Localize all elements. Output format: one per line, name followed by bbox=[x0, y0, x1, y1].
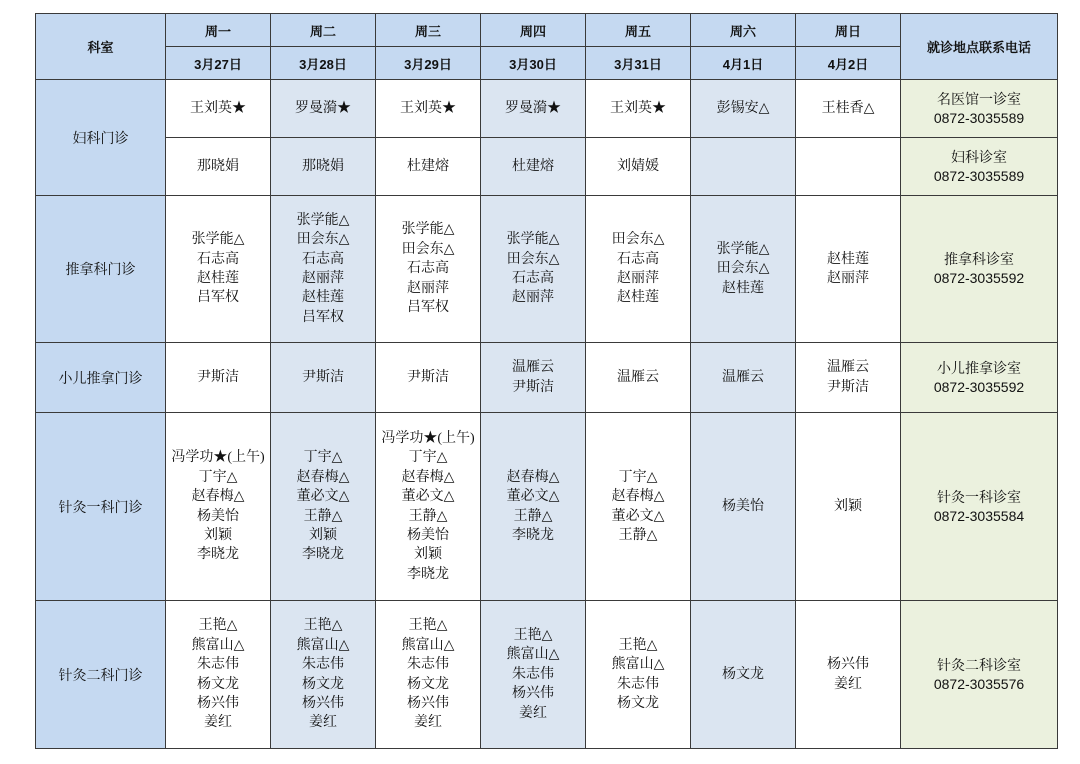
doctor-name: 赵春梅△ bbox=[191, 489, 245, 505]
schedule-cell bbox=[271, 196, 376, 343]
doctor-name: 董必文△ bbox=[611, 508, 665, 524]
schedule-row bbox=[36, 138, 1058, 196]
department-name: 妇科门诊 bbox=[36, 80, 166, 196]
schedule-cell bbox=[376, 196, 481, 343]
doctor-name: 熊富山△ bbox=[401, 637, 455, 653]
weekday-header: 周六 bbox=[691, 14, 796, 47]
doctor-name: 尹斯洁 bbox=[302, 369, 344, 385]
phone-number: 0872-3035589 bbox=[933, 167, 1025, 184]
doctor-name: 赵春梅△ bbox=[296, 469, 350, 485]
doctor-name: 董必文△ bbox=[296, 489, 350, 505]
doctor-name: 罗曼漪★ bbox=[295, 100, 351, 116]
date-header: 3月31日 bbox=[586, 47, 691, 80]
doctor-name: 赵丽萍 bbox=[617, 271, 659, 286]
schedule-cell bbox=[691, 601, 796, 749]
schedule-cell bbox=[586, 138, 691, 196]
doctor-name: 杨兴伟 bbox=[827, 657, 869, 673]
doctor-name: 姜红 bbox=[309, 715, 337, 731]
doctor-name: 那晓娟 bbox=[302, 158, 344, 174]
schedule-cell bbox=[376, 80, 481, 138]
doctor-name: 尹斯洁 bbox=[512, 379, 554, 395]
doctor-name: 杨文龙 bbox=[197, 676, 239, 692]
doctor-name: 刘颖 bbox=[204, 527, 232, 543]
schedule-cell bbox=[271, 413, 376, 601]
location-cell bbox=[901, 196, 1058, 343]
doctor-name: 赵桂莲 bbox=[302, 290, 344, 306]
doctor-name: 吕军权 bbox=[302, 309, 344, 325]
doctor-name: 石志高 bbox=[512, 271, 554, 286]
weekday-header: 周日 bbox=[796, 14, 901, 47]
doctor-name: 李晓龙 bbox=[197, 547, 239, 563]
doctor-name: 刘婧媛 bbox=[617, 158, 659, 174]
doctor-name: 丁宇△ bbox=[618, 469, 658, 485]
header-row-weekday bbox=[36, 14, 1058, 47]
doctor-name: 张学能△ bbox=[716, 241, 770, 257]
location-cell bbox=[901, 343, 1058, 413]
schedule-cell bbox=[586, 413, 691, 601]
schedule-cell bbox=[166, 80, 271, 138]
doctor-name: 赵丽萍 bbox=[827, 271, 869, 286]
doctor-name: 杨美怡 bbox=[197, 508, 239, 524]
doctor-name: 冯学功★(上午) bbox=[381, 430, 475, 446]
doctor-name: 丁宇△ bbox=[303, 450, 343, 466]
doctor-name: 尹斯洁 bbox=[827, 379, 869, 395]
schedule-row bbox=[36, 413, 1058, 601]
phone-number: 0872-3035589 bbox=[933, 109, 1025, 126]
schedule-cell bbox=[796, 601, 901, 749]
schedule-cell bbox=[796, 343, 901, 413]
doctor-name: 杨美怡 bbox=[722, 498, 764, 514]
doctor-name: 杨美怡 bbox=[407, 527, 449, 543]
schedule-cell bbox=[691, 138, 796, 196]
phone-number: 0872-3035592 bbox=[933, 270, 1025, 286]
weekday-header: 周一 bbox=[166, 14, 271, 47]
doctor-name: 王静△ bbox=[618, 527, 658, 543]
doctor-name: 李晓龙 bbox=[512, 527, 554, 543]
doctor-name: 姜红 bbox=[414, 715, 442, 731]
department-name: 小儿推拿门诊 bbox=[36, 343, 166, 413]
doctor-name: 杨兴伟 bbox=[197, 695, 239, 711]
date-header: 3月29日 bbox=[376, 47, 481, 80]
doctor-name: 王刘英★ bbox=[400, 100, 456, 116]
doctor-name: 石志高 bbox=[197, 251, 239, 267]
schedule-cell bbox=[271, 138, 376, 196]
date-header: 4月1日 bbox=[691, 47, 796, 80]
schedule-cell bbox=[271, 343, 376, 413]
doctor-name: 张学能△ bbox=[191, 232, 245, 248]
schedule-cell bbox=[271, 601, 376, 749]
doctor-name: 朱志伟 bbox=[512, 666, 554, 682]
doctor-name: 熊富山△ bbox=[506, 647, 560, 663]
doctor-name: 杜建熔 bbox=[512, 158, 554, 174]
doctor-name: 熊富山△ bbox=[611, 657, 665, 673]
schedule-cell bbox=[166, 196, 271, 343]
doctor-name: 李晓龙 bbox=[302, 547, 344, 563]
doctor-name: 王刘英★ bbox=[610, 100, 666, 116]
doctor-name: 尹斯洁 bbox=[407, 369, 449, 385]
doctor-name: 田会东△ bbox=[296, 232, 350, 248]
doctor-name: 张学能△ bbox=[401, 222, 455, 238]
schedule-cell bbox=[376, 343, 481, 413]
doctor-name: 吕军权 bbox=[407, 300, 449, 316]
location-cell bbox=[901, 601, 1058, 749]
clinic-room: 针灸二科诊室 bbox=[937, 656, 1021, 673]
schedule-table bbox=[35, 13, 1058, 749]
schedule-cell bbox=[586, 601, 691, 749]
doctor-name: 熊富山△ bbox=[191, 637, 245, 653]
doctor-name: 罗曼漪★ bbox=[505, 100, 561, 116]
doctor-name: 王艳△ bbox=[618, 637, 658, 653]
schedule-cell bbox=[796, 138, 901, 196]
schedule-row bbox=[36, 80, 1058, 138]
department-name: 针灸二科门诊 bbox=[36, 601, 166, 749]
schedule-cell bbox=[586, 80, 691, 138]
doctor-name: 杨文龙 bbox=[617, 695, 659, 711]
clinic-room: 小儿推拿诊室 bbox=[937, 359, 1021, 376]
doctor-name: 杨兴伟 bbox=[302, 695, 344, 711]
date-header: 3月28日 bbox=[271, 47, 376, 80]
phone-number: 0872-3035592 bbox=[933, 378, 1025, 395]
doctor-name: 杜建熔 bbox=[407, 158, 449, 174]
doctor-name: 那晓娟 bbox=[197, 158, 239, 174]
doctor-name: 王静△ bbox=[303, 508, 343, 524]
schedule-row bbox=[36, 196, 1058, 343]
schedule-cell bbox=[691, 413, 796, 601]
doctor-name: 石志高 bbox=[617, 251, 659, 267]
doctor-name: 王刘英★ bbox=[190, 100, 246, 116]
doctor-name: 温雁云 bbox=[617, 369, 659, 385]
doctor-name: 张学能△ bbox=[506, 232, 560, 248]
doctor-name: 姜红 bbox=[204, 715, 232, 731]
doctor-name: 杨兴伟 bbox=[512, 686, 554, 702]
doctor-name: 杨文龙 bbox=[722, 666, 764, 682]
doctor-name: 彭锡安△ bbox=[716, 100, 770, 116]
doctor-name: 王艳△ bbox=[408, 618, 448, 634]
phone-number: 0872-3035576 bbox=[933, 675, 1025, 692]
doctor-name: 朱志伟 bbox=[197, 657, 239, 673]
department-name: 针灸一科门诊 bbox=[36, 413, 166, 601]
weekday-header: 周四 bbox=[481, 14, 586, 47]
schedule-cell bbox=[586, 196, 691, 343]
schedule-cell bbox=[796, 196, 901, 343]
schedule-cell bbox=[376, 601, 481, 749]
schedule-cell bbox=[481, 343, 586, 413]
location-cell bbox=[901, 138, 1058, 196]
schedule-cell bbox=[481, 138, 586, 196]
doctor-name: 姜红 bbox=[834, 676, 862, 692]
schedule-cell bbox=[166, 343, 271, 413]
doctor-name: 王艳△ bbox=[303, 618, 343, 634]
doctor-name: 王艳△ bbox=[513, 627, 553, 643]
doctor-name: 石志高 bbox=[302, 251, 344, 267]
schedule-cell bbox=[796, 413, 901, 601]
doctor-name: 赵春梅△ bbox=[506, 469, 560, 485]
schedule-cell bbox=[166, 601, 271, 749]
schedule-cell bbox=[691, 80, 796, 138]
doctor-name: 温雁云 bbox=[827, 360, 869, 376]
date-header: 3月30日 bbox=[481, 47, 586, 80]
doctor-name: 田会东△ bbox=[401, 241, 455, 257]
doctor-name: 朱志伟 bbox=[407, 657, 449, 673]
doctor-name: 朱志伟 bbox=[302, 657, 344, 673]
clinic-room: 推拿科诊室 bbox=[944, 251, 1014, 267]
doctor-name: 刘颖 bbox=[309, 527, 337, 543]
doctor-name: 田会东△ bbox=[716, 261, 770, 277]
doctor-name: 赵桂莲 bbox=[722, 280, 764, 296]
doctor-name: 赵丽萍 bbox=[302, 271, 344, 286]
clinic-room: 针灸一科诊室 bbox=[937, 488, 1021, 505]
doctor-name: 赵丽萍 bbox=[407, 280, 449, 296]
schedule-cell bbox=[691, 196, 796, 343]
schedule-cell bbox=[691, 343, 796, 413]
doctor-name: 赵春梅△ bbox=[401, 469, 455, 485]
doctor-name: 田会东△ bbox=[611, 232, 665, 248]
schedule-row bbox=[36, 601, 1058, 749]
doctor-name: 董必文△ bbox=[506, 489, 560, 505]
schedule-cell bbox=[271, 80, 376, 138]
doctor-name: 董必文△ bbox=[401, 489, 455, 505]
schedule-cell bbox=[481, 601, 586, 749]
clinic-room: 名医馆一诊室 bbox=[937, 90, 1021, 107]
doctor-name: 杨文龙 bbox=[407, 676, 449, 692]
doctor-name: 刘颖 bbox=[414, 547, 442, 563]
weekday-header: 周二 bbox=[271, 14, 376, 47]
schedule-cell bbox=[376, 138, 481, 196]
doctor-name: 杨兴伟 bbox=[407, 695, 449, 711]
date-header: 4月2日 bbox=[796, 47, 901, 80]
location-column-header: 就诊地点联系电话 bbox=[901, 14, 1058, 80]
schedule-cell bbox=[586, 343, 691, 413]
doctor-name: 温雁云 bbox=[722, 369, 764, 385]
doctor-name: 温雁云 bbox=[512, 360, 554, 376]
doctor-name: 冯学功★(上午) bbox=[171, 450, 265, 466]
doctor-name: 石志高 bbox=[407, 261, 449, 277]
doctor-name: 朱志伟 bbox=[617, 676, 659, 692]
department-name: 推拿科门诊 bbox=[36, 196, 166, 343]
clinic-room: 妇科诊室 bbox=[951, 148, 1007, 165]
doctor-name: 赵桂莲 bbox=[197, 271, 239, 286]
doctor-name: 吕军权 bbox=[197, 290, 239, 306]
doctor-name: 王静△ bbox=[513, 508, 553, 524]
doctor-name: 王艳△ bbox=[198, 618, 238, 634]
doctor-name: 张学能△ bbox=[296, 212, 350, 228]
doctor-name: 赵丽萍 bbox=[512, 290, 554, 306]
doctor-name: 赵春梅△ bbox=[611, 489, 665, 505]
doctor-name: 赵桂莲 bbox=[617, 290, 659, 306]
schedule-cell bbox=[796, 80, 901, 138]
location-cell bbox=[901, 413, 1058, 601]
doctor-name: 王桂香△ bbox=[821, 100, 875, 116]
doctor-name: 熊富山△ bbox=[296, 637, 350, 653]
weekday-header: 周五 bbox=[586, 14, 691, 47]
doctor-name: 尹斯洁 bbox=[197, 369, 239, 385]
doctor-name: 王静△ bbox=[408, 508, 448, 524]
doctor-name: 赵桂莲 bbox=[827, 251, 869, 267]
doctor-name: 田会东△ bbox=[506, 251, 560, 267]
schedule-row bbox=[36, 343, 1058, 413]
schedule-cell bbox=[376, 413, 481, 601]
schedule-cell bbox=[481, 196, 586, 343]
date-header: 3月27日 bbox=[166, 47, 271, 80]
schedule-cell bbox=[481, 80, 586, 138]
doctor-name: 丁宇△ bbox=[408, 450, 448, 466]
schedule-cell bbox=[166, 413, 271, 601]
schedule-cell bbox=[166, 138, 271, 196]
dept-column-header: 科室 bbox=[36, 14, 166, 80]
doctor-name: 李晓龙 bbox=[407, 566, 449, 582]
weekday-header: 周三 bbox=[376, 14, 481, 47]
doctor-name: 姜红 bbox=[519, 705, 547, 721]
doctor-name: 刘颖 bbox=[834, 498, 862, 514]
phone-number: 0872-3035584 bbox=[933, 507, 1025, 524]
doctor-name: 丁宇△ bbox=[198, 469, 238, 485]
location-cell bbox=[901, 80, 1058, 138]
schedule-cell bbox=[481, 413, 586, 601]
doctor-name: 杨文龙 bbox=[302, 676, 344, 692]
